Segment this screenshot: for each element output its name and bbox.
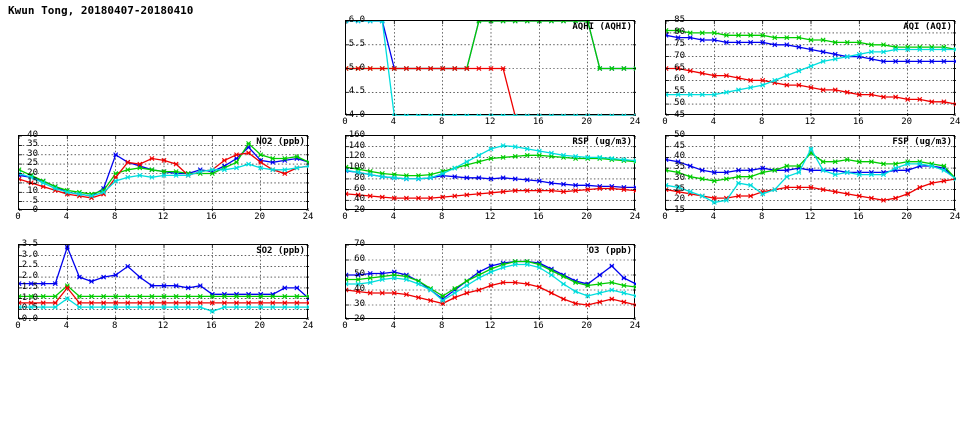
y-tick-label: 80 bbox=[354, 172, 365, 183]
x-tick-label: 16 bbox=[852, 117, 864, 127]
x-tick-label: 24 bbox=[302, 212, 314, 222]
y-tick-label: 160 bbox=[348, 130, 365, 140]
chart-panel-aqhi bbox=[342, 15, 641, 127]
y-tick-label: 30 bbox=[27, 148, 38, 159]
x-tick-label: 8 bbox=[758, 117, 765, 127]
x-tick-label: 24 bbox=[629, 212, 641, 222]
y-tick-label: 20 bbox=[674, 194, 685, 205]
x-tick-label: 24 bbox=[629, 321, 641, 331]
chart-title-aqi: AQI (AQI) bbox=[903, 22, 952, 32]
y-tick-label: 80 bbox=[674, 26, 685, 37]
y-tick-label: 140 bbox=[348, 140, 365, 151]
y-tick-label: 1.5 bbox=[21, 281, 38, 292]
x-tick-label: 12 bbox=[484, 117, 496, 127]
x-tick-label: 16 bbox=[205, 321, 217, 331]
x-tick-label: 20 bbox=[254, 212, 266, 222]
x-tick-label: 24 bbox=[949, 212, 961, 222]
x-tick-label: 12 bbox=[804, 212, 816, 222]
y-tick-label: 1.0 bbox=[21, 292, 38, 303]
y-tick-label: 0 bbox=[32, 205, 38, 215]
x-tick-label: 12 bbox=[484, 321, 496, 331]
y-tick-label: 45 bbox=[674, 110, 685, 120]
y-tick-label: 45 bbox=[674, 140, 685, 151]
x-tick-label: 4 bbox=[710, 212, 717, 222]
x-tick-label: 4 bbox=[390, 321, 397, 331]
y-tick-label: 40 bbox=[354, 284, 365, 294]
x-tick-label: 8 bbox=[111, 321, 118, 331]
y-tick-label: 65 bbox=[674, 62, 685, 73]
x-tick-label: 12 bbox=[157, 212, 169, 222]
y-tick-label: 35 bbox=[674, 162, 685, 173]
x-tick-label: 20 bbox=[254, 321, 266, 331]
x-tick-label: 0 bbox=[662, 212, 668, 222]
x-tick-label: 8 bbox=[758, 212, 765, 222]
y-tick-label: 60 bbox=[354, 183, 365, 194]
chart-panel-fsp bbox=[662, 130, 961, 222]
y-tick-label: 0.5 bbox=[21, 303, 38, 314]
y-tick-label: 70 bbox=[354, 239, 365, 249]
x-tick-label: 8 bbox=[438, 212, 445, 222]
x-tick-label: 16 bbox=[532, 321, 544, 331]
y-tick-label: 30 bbox=[674, 172, 685, 183]
chart-panel-o3 bbox=[342, 239, 641, 331]
y-tick-label: 60 bbox=[674, 74, 685, 85]
x-tick-label: 4 bbox=[390, 117, 397, 127]
y-tick-label: 15 bbox=[674, 205, 685, 215]
chart-title-rsp: RSP (ug/m3) bbox=[572, 137, 632, 147]
x-tick-label: 4 bbox=[710, 117, 717, 127]
x-tick-label: 0 bbox=[15, 212, 21, 222]
y-tick-label: 3.5 bbox=[21, 239, 38, 249]
x-tick-label: 16 bbox=[532, 212, 544, 222]
y-tick-label: 25 bbox=[674, 183, 685, 194]
x-tick-label: 24 bbox=[949, 117, 961, 127]
y-tick-label: 40 bbox=[674, 151, 685, 162]
x-tick-label: 16 bbox=[532, 117, 544, 127]
y-tick-label: 2.0 bbox=[21, 271, 38, 282]
x-tick-label: 16 bbox=[852, 212, 864, 222]
y-tick-label: 6.0 bbox=[348, 15, 365, 25]
y-tick-label: 40 bbox=[354, 194, 365, 205]
y-tick-label: 70 bbox=[674, 50, 685, 61]
y-tick-label: 5.0 bbox=[348, 62, 365, 73]
x-tick-label: 12 bbox=[484, 212, 496, 222]
x-tick-label: 20 bbox=[581, 117, 593, 127]
x-tick-label: 8 bbox=[438, 117, 445, 127]
y-tick-label: 40 bbox=[27, 130, 38, 140]
x-tick-label: 4 bbox=[63, 321, 70, 331]
y-tick-label: 4.5 bbox=[348, 86, 365, 97]
y-tick-label: 4.0 bbox=[348, 110, 365, 120]
y-tick-label: 20 bbox=[354, 205, 365, 215]
x-tick-label: 20 bbox=[901, 212, 913, 222]
y-tick-label: 20 bbox=[354, 314, 365, 324]
chart-title-aqhi: AQHI (AQHI) bbox=[572, 22, 632, 32]
y-tick-label: 10 bbox=[27, 186, 38, 197]
y-tick-label: 5.5 bbox=[348, 38, 365, 49]
y-tick-label: 25 bbox=[27, 158, 38, 169]
x-tick-label: 12 bbox=[804, 117, 816, 127]
page-title: Kwun Tong, 20180407-20180410 bbox=[8, 4, 194, 17]
x-tick-label: 8 bbox=[438, 321, 445, 331]
x-tick-label: 20 bbox=[581, 212, 593, 222]
y-tick-label: 75 bbox=[674, 38, 685, 49]
plot-area-aqhi bbox=[345, 20, 635, 115]
x-tick-label: 0 bbox=[15, 321, 21, 331]
chart-title-no2: NO2 (ppb) bbox=[256, 137, 305, 147]
y-tick-label: 50 bbox=[354, 269, 365, 279]
y-tick-label: 3.0 bbox=[21, 249, 38, 260]
chart-title-o3: O3 (ppb) bbox=[588, 246, 632, 256]
x-tick-label: 0 bbox=[342, 212, 348, 222]
x-tick-label: 8 bbox=[111, 212, 118, 222]
y-tick-label: 60 bbox=[354, 254, 365, 264]
y-tick-label: 85 bbox=[674, 15, 685, 25]
y-tick-label: 15 bbox=[27, 176, 38, 187]
chart-panel-no2 bbox=[15, 130, 314, 222]
y-tick-label: 0.0 bbox=[21, 314, 38, 324]
chart-title-so2: SO2 (ppb) bbox=[256, 246, 305, 256]
y-tick-label: 20 bbox=[27, 167, 38, 178]
y-tick-label: 35 bbox=[27, 139, 38, 150]
y-tick-label: 50 bbox=[674, 130, 685, 140]
y-tick-label: 30 bbox=[354, 299, 365, 309]
y-tick-label: 120 bbox=[348, 151, 365, 162]
x-tick-label: 0 bbox=[342, 321, 348, 331]
chart-panel-rsp bbox=[342, 130, 641, 222]
x-tick-label: 0 bbox=[342, 117, 348, 127]
chart-panel-so2 bbox=[15, 239, 314, 331]
x-tick-label: 16 bbox=[205, 212, 217, 222]
y-tick-label: 2.5 bbox=[21, 260, 38, 271]
x-tick-label: 0 bbox=[662, 117, 668, 127]
y-tick-label: 50 bbox=[674, 98, 685, 109]
x-tick-label: 12 bbox=[157, 321, 169, 331]
x-tick-label: 20 bbox=[581, 321, 593, 331]
x-tick-label: 20 bbox=[901, 117, 913, 127]
chart-title-fsp: FSP (ug/m3) bbox=[892, 137, 952, 147]
x-tick-label: 4 bbox=[63, 212, 70, 222]
x-tick-label: 24 bbox=[629, 117, 641, 127]
x-tick-label: 24 bbox=[302, 321, 314, 331]
y-tick-label: 100 bbox=[348, 162, 365, 173]
chart-panel-aqi bbox=[662, 15, 961, 127]
y-tick-label: 55 bbox=[674, 86, 685, 97]
plot-area-aqi bbox=[665, 20, 955, 115]
x-tick-label: 4 bbox=[390, 212, 397, 222]
y-tick-label: 5 bbox=[32, 195, 38, 206]
